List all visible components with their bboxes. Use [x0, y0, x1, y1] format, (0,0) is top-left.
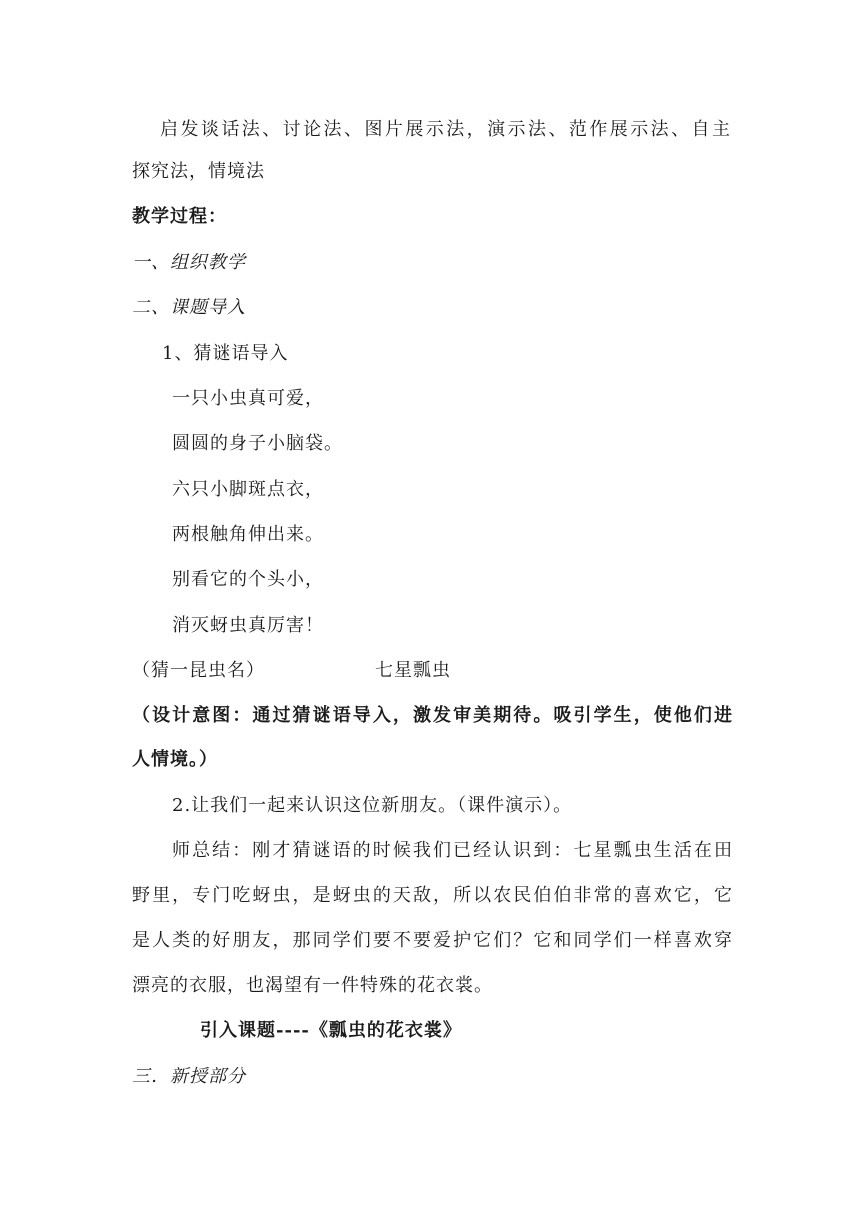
- teacher-summary-line-4: 漂亮的衣服，也渴望有一件特殊的花衣裳。: [132, 975, 493, 996]
- design-intent-line-2: 人情境。）: [132, 749, 218, 770]
- teacher-summary-line-1: 师总结：刚才猜谜语的时候我们已经认识到：七星瓢虫生活在田: [172, 840, 732, 861]
- riddle-hint-line: [132, 658, 451, 684]
- design-intent-line-1: （设计意图：通过猜谜语导入，激发审美期待。吸引学生，使他们进: [132, 705, 732, 726]
- section-heading-introduction: 二、课题导入: [132, 297, 246, 318]
- step-meet-new-friend: 2.让我们一起来认识这位新朋友。（课件演示）。: [172, 795, 573, 816]
- riddle-line-2: 圆圆的身子小脑袋。: [172, 433, 343, 454]
- riddle-line-5: 别看它的个头小，: [172, 569, 324, 590]
- riddle-hint: （猜一昆虫名）: [132, 660, 265, 681]
- riddle-line-1: 一只小虫真可爱，: [172, 388, 324, 409]
- step-riddle-introduction: 1、猜谜语导入: [162, 343, 289, 364]
- teaching-methods-line-2: 探究法，情境法: [132, 161, 265, 182]
- teaching-process-heading: 教学过程：: [132, 206, 227, 227]
- lesson-title-lead-in: 引入课题----《瓢虫的花衣裳》: [200, 1020, 462, 1041]
- riddle-line-6: 消灭蚜虫真厉害！: [172, 615, 324, 636]
- riddle-line-4: 两根触角伸出来。: [172, 524, 324, 545]
- teaching-methods-line-1: 启发谈话法、讨论法、图片展示法，演示法、范作展示法、自主: [160, 119, 730, 140]
- section-heading-new-lesson: 三．新授部分: [132, 1066, 246, 1087]
- teacher-summary-line-2: 野里，专门吃蚜虫，是蚜虫的天敌，所以农民伯伯非常的喜欢它，它: [132, 885, 732, 906]
- section-heading-organize: 一、组织教学: [132, 252, 246, 273]
- teacher-summary-line-3: 是人类的好朋友，那同学们要不要爱护它们？它和同学们一样喜欢穿: [132, 930, 732, 951]
- riddle-answer: 七星瓢虫: [375, 660, 451, 681]
- riddle-line-3: 六只小脚斑点衣，: [172, 479, 324, 500]
